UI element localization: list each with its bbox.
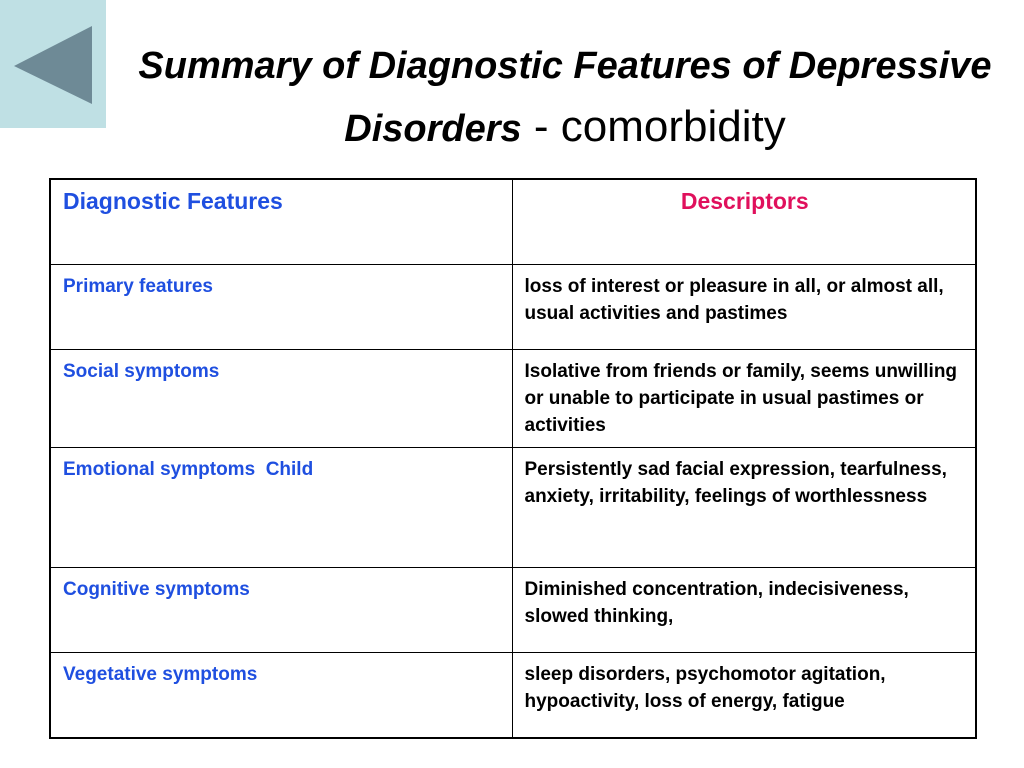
- feature-cell: Cognitive symptoms: [50, 568, 512, 653]
- slide-title: [106, 36, 1024, 160]
- table-row: [50, 265, 976, 350]
- table-header-row: [50, 179, 976, 265]
- slide-title-suffix: - comorbidity: [521, 102, 786, 151]
- header-descriptors: Descriptors: [512, 179, 976, 265]
- left-triangle-icon: [0, 0, 106, 128]
- header-diagnostic-features: Diagnostic Features: [50, 179, 512, 265]
- diagnostic-features-table: [49, 178, 977, 739]
- descriptor-cell: Diminished concentration, indecisiveness, slowed thinking,: [512, 568, 976, 653]
- descriptor-cell: loss of interest or pleasure in all, or almost all, usual activities and pastimes: [512, 265, 976, 350]
- descriptor-cell: Persistently sad facial expression, tearfulness, anxiety, irritability, feelings of worthlessness: [512, 448, 976, 568]
- slide-title-main: Summary of Diagnostic Features of Depressive Disorders: [138, 45, 992, 150]
- feature-cell: Emotional symptoms Child: [50, 448, 512, 568]
- feature-cell: Primary features: [50, 265, 512, 350]
- descriptor-cell: sleep disorders, psychomotor agitation, hypoactivity, loss of energy, fatigue: [512, 653, 976, 739]
- descriptor-cell: Isolative from friends or family, seems unwilling or unable to participate in usual pastimes or activities: [512, 350, 976, 448]
- table-row: [50, 448, 976, 568]
- table-row: [50, 568, 976, 653]
- table-row: [50, 350, 976, 448]
- feature-cell: Social symptoms: [50, 350, 512, 448]
- feature-cell: Vegetative symptoms: [50, 653, 512, 739]
- back-button[interactable]: [0, 0, 106, 128]
- table-row: [50, 653, 976, 739]
